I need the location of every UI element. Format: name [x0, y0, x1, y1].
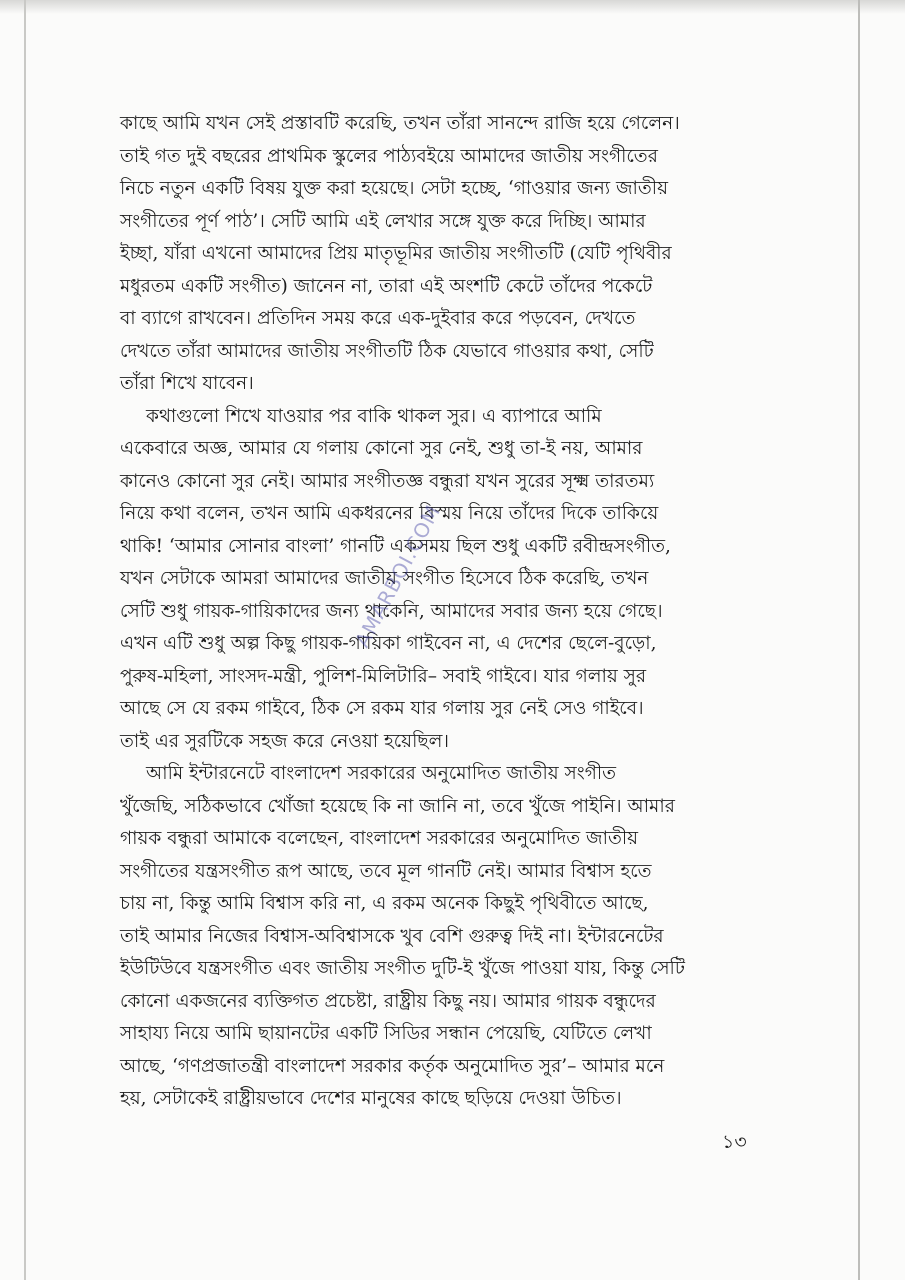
- body-text: [120, 108, 756, 1116]
- text-line: গায়ক বন্ধুরা আমাকে বলেছেন, বাংলাদেশ সরকারের অনুমোদিত জাতীয়: [120, 828, 639, 849]
- text-line: আছে, ‘গণপ্রজাতন্ত্রী বাংলাদেশ সরকার কর্তৃক অনুমোদিত সুর’– আমার মনে: [120, 1055, 665, 1077]
- text-line: তাই আমার নিজের বিশ্বাস-অবিশ্বাসকে খুব বেশি গুরুত্ব দিই না। ইন্টারনেটের: [120, 925, 664, 947]
- text-line: কাছে আমি যখন সেই প্রস্তাবটি করেছি, তখন তাঁরা সানন্দে রাজি হয়ে গেলেন।: [120, 113, 680, 134]
- text-line: বা ব্যাগে রাখবেন। প্রতিদিন সময় করে এক-দুইবার করে পড়বেন, দেখতে: [120, 308, 636, 329]
- text-line: এখন এটি শুধু অল্প কিছু গায়ক-গায়িকা গাইবেন না, এ দেশের ছেলে-বুড়ো,: [120, 633, 657, 654]
- watermark: AMARBOI.COM: [350, 500, 446, 652]
- text-line: তাই এর সুরটিকে সহজ করে নেওয়া হয়েছিল।: [120, 730, 449, 752]
- text-line: নিয়ে কথা বলেন, তখন আমি একধরনের বিস্ময় নিয়ে তাঁদের দিকে তাকিয়ে: [120, 503, 659, 524]
- text-line: কানেও কোনো সুর নেই। আমার সংগীতজ্ঞ বন্ধুরা যখন সুরের সূক্ষ্ম তারতম্য: [120, 470, 655, 492]
- text-line: যখন সেটাকে আমরা আমাদের জাতীয় সংগীত হিসেবে ঠিক করেছি, তখন: [120, 568, 649, 589]
- text-line: চায় না, কিন্তু আমি বিশ্বাস করি না, এ রকম অনেক কিছুই পৃথিবীতে আছে,: [120, 893, 649, 914]
- text-line: দেখতে তাঁরা আমাদের জাতীয় সংগীতটি ঠিক যেভাবে গাওয়ার কথা, সেটি: [120, 340, 654, 362]
- text-line: পুরুষ-মহিলা, সাংসদ-মন্ত্রী, পুলিশ-মিলিটারি– সবাই গাইবে। যার গলায় সুর: [120, 665, 647, 687]
- text-line: সংগীতের যন্ত্রসংগীত রূপ আছে, তবে মূল গানটি নেই। আমার বিশ্বাস হতে: [120, 860, 652, 882]
- scan-edge-right: [858, 0, 860, 1280]
- text-line: মধুরতম একটি সংগীত) জানেন না, তারা এই অংশটি কেটে তাঁদের পকেটে: [120, 275, 653, 297]
- scan-edge-left: [24, 0, 26, 1280]
- text-line: খুঁজেছি, সঠিকভাবে খোঁজা হয়েছে কি না জানি না, তবে খুঁজে পাইনি। আমার: [120, 795, 675, 817]
- page-number: ১৩: [722, 1131, 747, 1153]
- text-line: ইচ্ছা, যাঁরা এখনো আমাদের প্রিয় মাতৃভূমির জাতীয় সংগীতটি (যেটি পৃথিবীর: [120, 243, 672, 264]
- text-line: সংগীতের পূর্ণ পাঠ’। সেটি আমি এই লেখার সঙ্গে যুক্ত করে দিচ্ছি। আমার: [120, 210, 646, 232]
- text-line: কথাগুলো শিখে যাওয়ার পর বাকি থাকল সুর। এ ব্যাপারে আমি: [146, 405, 602, 427]
- text-line: সেটি শুধু গায়ক-গায়িকাদের জন্য থাকেনি, আমাদের সবার জন্য হয়ে গেছে।: [120, 600, 663, 622]
- text-line: তাই গত দুই বছরের প্রাথমিক স্কুলের পাঠ্যবইয়ে আমাদের জাতীয় সংগীতের: [120, 145, 658, 167]
- text-line: সাহায্য নিয়ে আমি ছায়ানটের একটি সিডির সন্ধান পেয়েছি, যেটিতে লেখা: [120, 1023, 652, 1044]
- paragraph-3: [120, 758, 756, 1116]
- text-line: আছে সে যে রকম গাইবে, ঠিক সে রকম যার গলায় সুর নেই সেও গাইবে।: [120, 698, 644, 719]
- text-line: নিচে নতুন একটি বিষয় যুক্ত করা হয়েছে। সেটা হচ্ছে, ‘গাওয়ার জন্য জাতীয়: [120, 178, 668, 199]
- text-line: আমি ইন্টারনেটে বাংলাদেশ সরকারের অনুমোদিত জাতীয় সংগীত: [146, 763, 616, 784]
- text-line: একেবারে অজ্ঞ, আমার যে গলায় কোনো সুর নেই, শুধু তা-ই নয়, আমার: [120, 438, 643, 459]
- paragraph-1: [120, 108, 756, 401]
- scan-edge-top: [0, 0, 905, 14]
- text-line: কোনো একজনের ব্যক্তিগত প্রচেষ্টা, রাষ্ট্রীয় কিছু নয়। আমার গায়ক বন্ধুদের: [120, 990, 656, 1012]
- paragraph-2: [120, 401, 756, 759]
- text-line: থাকি! ‘আমার সোনার বাংলা’ গানটি একসময় ছিল শুধু একটি রবীন্দ্রসংগীত,: [120, 535, 671, 557]
- text-line: ইউটিউবে যন্ত্রসংগীত এবং জাতীয় সংগীত দুটি-ই খুঁজে পাওয়া যায়, কিন্তু সেটি: [120, 958, 685, 979]
- text-line: হয়, সেটাকেই রাষ্ট্রীয়ভাবে দেশের মানুষের কাছে ছড়িয়ে দেওয়া উচিত।: [120, 1088, 622, 1109]
- text-line: তাঁরা শিখে যাবেন।: [120, 373, 254, 394]
